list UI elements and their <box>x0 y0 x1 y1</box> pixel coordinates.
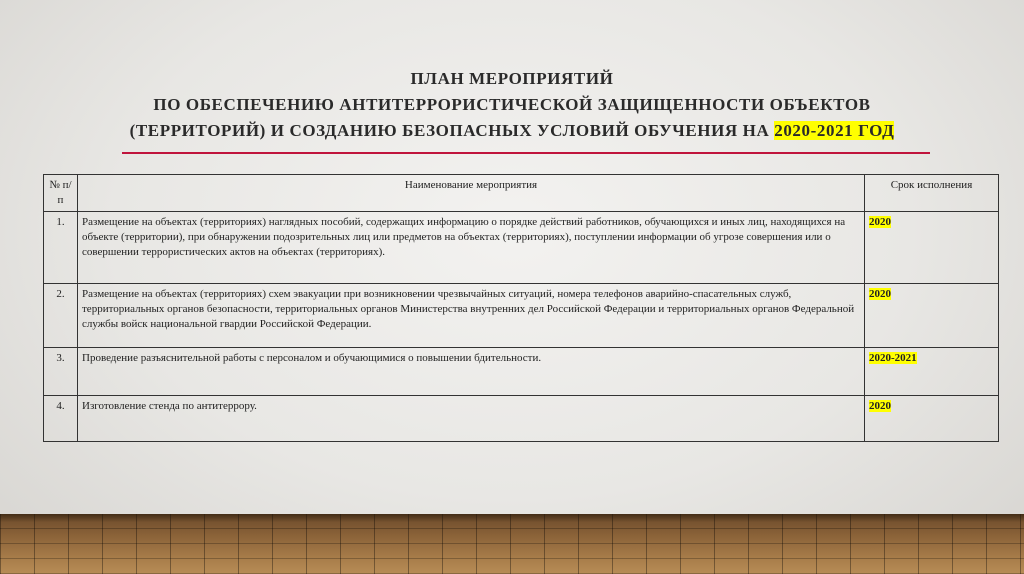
slide-title <box>100 66 924 144</box>
row-name: Размещение на объектах (территориях) наглядных пособий, содержащих информацию о порядке действий работников, обучающихся и иных лиц, находящихся на объекте (территории), при обнаружении подозрительных лиц или предметов на объектах (территориях), поступлении информации об угрозе совершения или о совершении террористических актов на объектах (территориях). <box>78 212 865 284</box>
header-num: № п/п <box>44 175 78 212</box>
header-name: Наименование мероприятия <box>78 175 865 212</box>
row-num: 4. <box>44 396 78 442</box>
title-line-3-text: (ТЕРРИТОРИЙ) И СОЗДАНИЮ БЕЗОПАСНЫХ УСЛОВИЙ ОБУЧЕНИЯ НА <box>129 121 770 140</box>
row-term <box>865 348 999 396</box>
title-divider <box>122 152 930 154</box>
header-term: Срок исполнения <box>865 175 999 212</box>
row-term <box>865 284 999 348</box>
row-num: 2. <box>44 284 78 348</box>
table-row <box>44 348 999 396</box>
title-line-3 <box>100 118 924 144</box>
term-badge: 2020 <box>869 400 891 412</box>
row-term <box>865 396 999 442</box>
row-num: 1. <box>44 212 78 284</box>
row-num: 3. <box>44 348 78 396</box>
title-line-1: ПЛАН МЕРОПРИЯТИЙ <box>410 69 614 88</box>
floor-shadow <box>0 514 1024 522</box>
wooden-floor-decoration <box>0 514 1024 574</box>
table-row <box>44 396 999 442</box>
row-term <box>865 212 999 284</box>
table-row <box>44 212 999 284</box>
term-badge: 2020 <box>869 288 891 300</box>
term-badge: 2020 <box>869 216 891 228</box>
table-header-row <box>44 175 999 212</box>
plan-table <box>43 174 999 442</box>
row-name: Проведение разъяснительной работы с персоналом и обучающимися о повышении бдительности. <box>78 348 865 396</box>
title-year-highlight: 2020-2021 ГОД <box>774 121 895 140</box>
row-name: Размещение на объектах (территориях) схем эвакуации при возникновении чрезвычайных ситуаций, номера телефонов аварийно-спасательных служб, территориальных органов безопасности, территориальных органов Министерства внутренних дел Российской Федерации и территориальных органов Федеральной службы войск национальной гвардии Российской Федерации. <box>78 284 865 348</box>
title-line-2: ПО ОБЕСПЕЧЕНИЮ АНТИТЕРРОРИСТИЧЕСКОЙ ЗАЩИЩЕННОСТИ ОБЪЕКТОВ <box>153 95 871 114</box>
term-badge: 2020-2021 <box>869 352 917 364</box>
row-name: Изготовление стенда по антитеррору. <box>78 396 865 442</box>
table-row <box>44 284 999 348</box>
